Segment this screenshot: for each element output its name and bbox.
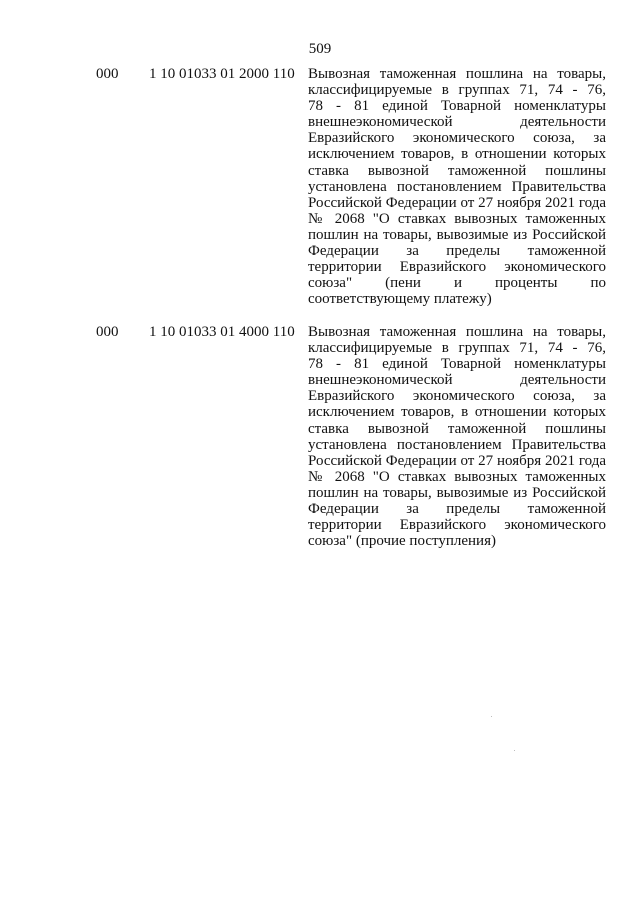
admin-code: 000: [96, 324, 119, 340]
scan-speck: [491, 716, 492, 717]
description-line: Вывозная таможенная пошлина на товары,: [308, 324, 606, 340]
description-line: Евразийского экономического союза, за: [308, 130, 606, 147]
description-line: исключением товаров, в отношении которых: [308, 146, 606, 163]
scan-speck: [514, 750, 515, 751]
description-line: Федерации за пределы таможенной: [308, 501, 606, 518]
description-line: Российской Федерации от 27 ноября 2021 года: [308, 452, 606, 469]
budget-classification-code: 1 10 01033 01 4000 110: [149, 324, 295, 340]
income-description: [308, 324, 606, 549]
description-line: классифицируемые в группах 71, 74 - 76,: [308, 340, 606, 357]
description-line: ставка вывозной таможенной пошлины: [308, 420, 606, 437]
budget-classification-code: 1 10 01033 01 2000 110: [149, 66, 295, 82]
description-line: Вывозная таможенная пошлина на товары,: [308, 66, 606, 82]
description-line: территории Евразийского экономического: [308, 517, 606, 534]
description-line: соответствующему платежу): [308, 291, 492, 308]
description-line: классифицируемые в группах 71, 74 - 76,: [308, 82, 606, 99]
description-line: 78 - 81 единой Товарной номенклатуры: [308, 98, 606, 115]
income-description: [308, 66, 606, 307]
description-line: № 2068 "О ставках вывозных таможенных: [308, 468, 606, 485]
description-line: внешнеэкономической деятельности: [308, 372, 606, 389]
description-line: Евразийского экономического союза, за: [308, 388, 606, 405]
admin-code: 000: [96, 66, 119, 82]
description-line: союза" (прочие поступления): [308, 533, 496, 550]
page-number: 509: [308, 41, 332, 57]
description-line: союза" (пени и проценты по: [308, 275, 606, 292]
description-line: пошлин на товары, вывозимые из Российской: [308, 484, 606, 501]
description-line: исключением товаров, в отношении которых: [308, 404, 606, 421]
description-line: пошлин на товары, вывозимые из Российской: [308, 226, 606, 243]
description-line: территории Евразийского экономического: [308, 259, 606, 276]
description-line: внешнеэкономической деятельности: [308, 114, 606, 131]
description-line: Российской Федерации от 27 ноября 2021 года: [308, 194, 606, 211]
description-line: Федерации за пределы таможенной: [308, 243, 606, 260]
description-line: 78 - 81 единой Товарной номенклатуры: [308, 356, 606, 373]
description-line: установлена постановлением Правительства: [308, 178, 606, 195]
description-line: ставка вывозной таможенной пошлины: [308, 162, 606, 179]
description-line: установлена постановлением Правительства: [308, 436, 606, 453]
description-line: № 2068 "О ставках вывозных таможенных: [308, 210, 606, 227]
